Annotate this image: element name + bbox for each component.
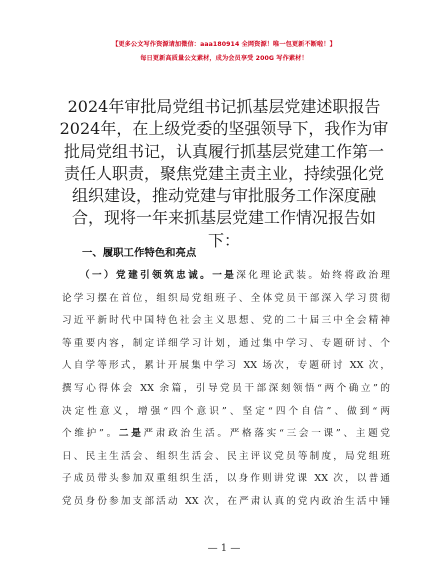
section-heading: 一、履职工作特色和亮点 xyxy=(82,247,197,259)
promo-banner-line1: 【更多公文写作资源请加微信：aaa180914 全网资源！唯一包更新不断啦！】 xyxy=(112,41,336,48)
paragraph-line: 日、民主生活会、组织生活会、民主评议党员等制度，局党组班 xyxy=(62,450,390,462)
paragraph-line: 党员身份参加支部活动 XX 次，在严肃认真的党内政治生活中锤 xyxy=(62,495,390,507)
document-title xyxy=(52,96,396,252)
line-text: 严肃政治生活。 xyxy=(143,428,230,440)
page-number: — 1 — xyxy=(207,543,241,554)
title-line: 2024年，在上级党委的坚强领导下，我作为审 xyxy=(59,119,389,139)
title-line: 责任人职责，聚焦党建主责主业，持续强化党 xyxy=(63,163,384,183)
line-text: 严格落实“三会一课”、主题党 xyxy=(229,428,391,440)
point-marker: 二是 xyxy=(118,428,144,440)
paragraph-line: 子成员带头参加双重组织生活，以身作则讲党课 XX 次，以普通 xyxy=(62,473,390,485)
paragraph-line: 人自学等形式，累计开展集中学习 XX 场次，专题研讨 XX 次， xyxy=(62,360,390,372)
title-line: 合，现将一年来抓基层党建工作情况报告如 xyxy=(71,208,376,228)
paragraph-line: 决定性意义，增强“四个意识”、坚定“四个自信”、做到“两 xyxy=(62,405,390,417)
promo-banner-line2: 每日更新高质量公文素材，成为会员享受 200G 写作素材！ xyxy=(140,55,308,62)
point-marker: 一是 xyxy=(212,270,237,281)
paragraph-line xyxy=(62,265,390,288)
paragraph-line: 习近平新时代中国特色社会主义思想、党的二十届三中全会精神 xyxy=(62,315,390,327)
paragraph-line: 撰写心得体会 XX 余篇，引导党员干部深刻领悟“两个确立”的 xyxy=(62,382,390,394)
subheading: （一）党建引领筑忠诚。 xyxy=(80,270,213,281)
line-text: 深化理论武装。始终将政治理 xyxy=(236,270,391,281)
line-text: 个维护”。 xyxy=(62,428,119,440)
body-paragraph xyxy=(62,265,390,514)
paragraph-line: 等重要内容，制定详细学习计划，通过集中学习、专题研讨、个 xyxy=(62,337,390,349)
title-line: 2024年审批局党组书记抓基层党建述职报告 xyxy=(67,97,381,116)
paragraph-line: 论学习摆在首位，组织局党组班子、全体党员干部深入学习贯彻 xyxy=(62,292,390,304)
title-line: 批局党组书记，认真履行抓基层党建工作第一 xyxy=(63,141,384,161)
title-line: 下： xyxy=(207,230,240,250)
title-line: 组织建设，推动党建与审批服务工作深度融 xyxy=(71,186,376,206)
paragraph-line xyxy=(62,423,390,446)
